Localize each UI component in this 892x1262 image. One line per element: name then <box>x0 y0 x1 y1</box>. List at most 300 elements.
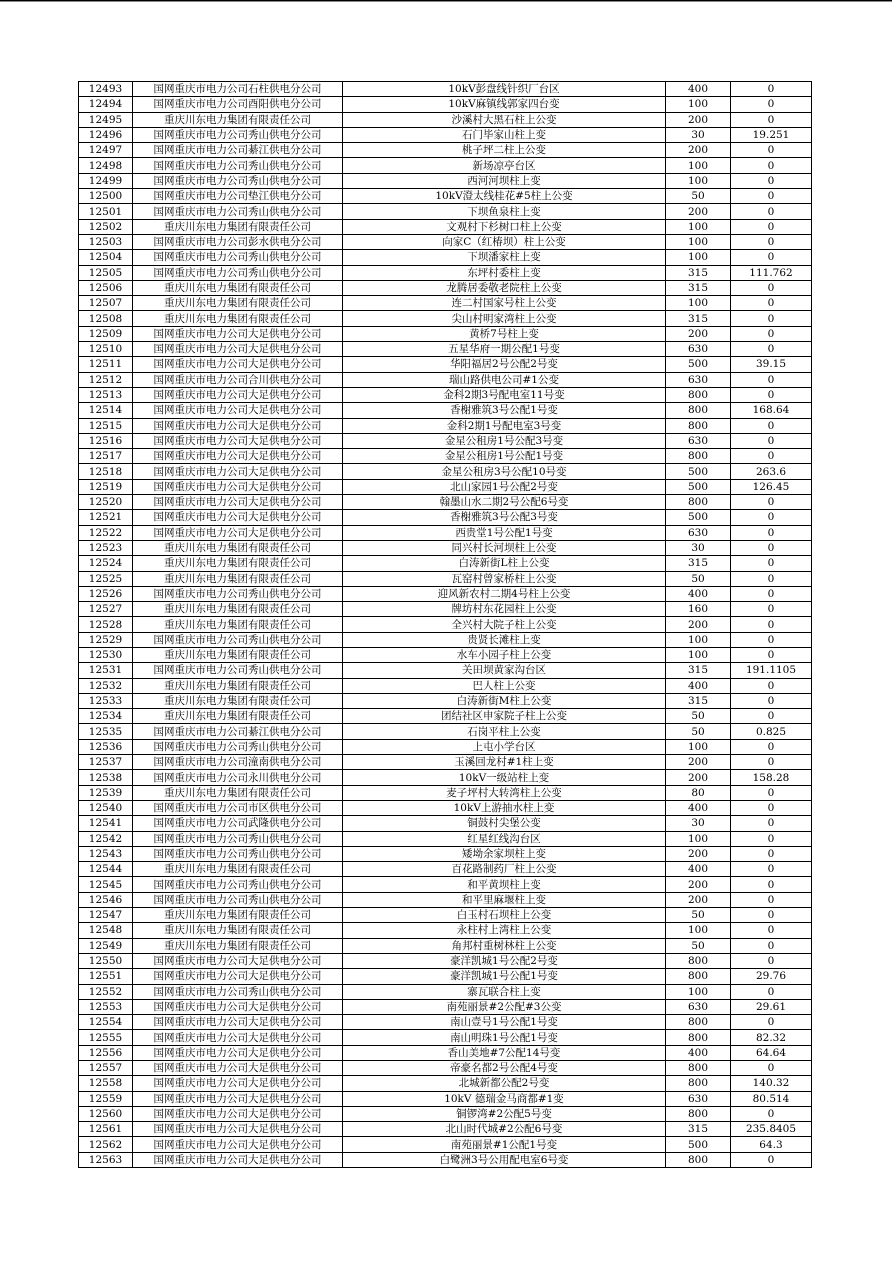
value-cell: 0 <box>731 892 812 907</box>
table-row <box>79 1045 812 1060</box>
value-cell: 0 <box>731 280 812 295</box>
transformer-name-cell: 白玉村石坝柱上公变 <box>343 908 666 923</box>
row-id-cell: 12533 <box>79 693 133 708</box>
table-row <box>79 403 812 418</box>
table-row <box>79 433 812 448</box>
row-id-cell: 12521 <box>79 510 133 525</box>
value-cell: 0 <box>731 571 812 586</box>
table-body <box>79 82 812 1168</box>
capacity-cell: 800 <box>666 403 731 418</box>
transformer-name-cell: 玉溪回龙村#1柱上变 <box>343 755 666 770</box>
row-id-cell: 12563 <box>79 1152 133 1167</box>
capacity-cell: 315 <box>666 1122 731 1137</box>
capacity-cell: 100 <box>666 173 731 188</box>
value-cell: 168.64 <box>731 403 812 418</box>
table-row <box>79 357 812 372</box>
row-id-cell: 12503 <box>79 234 133 249</box>
value-cell: 0 <box>731 984 812 999</box>
table-row <box>79 495 812 510</box>
row-id-cell: 12535 <box>79 724 133 739</box>
company-cell: 重庆川东电力集团有限责任公司 <box>133 923 343 938</box>
company-cell: 国网重庆市电力公司大足供电分公司 <box>133 1152 343 1167</box>
table-row <box>79 311 812 326</box>
transformer-name-cell: 北城新都公配2号变 <box>343 1076 666 1091</box>
row-id-cell: 12529 <box>79 632 133 647</box>
value-cell: 0 <box>731 1106 812 1121</box>
company-cell: 国网重庆市电力公司大足供电分公司 <box>133 449 343 464</box>
row-id-cell: 12561 <box>79 1122 133 1137</box>
company-cell: 国网重庆市电力公司垫江供电分公司 <box>133 189 343 204</box>
value-cell: 0 <box>731 189 812 204</box>
company-cell: 国网重庆市电力公司秀山供电分公司 <box>133 984 343 999</box>
transformer-name-cell: 10kV彭盘线针织厂台区 <box>343 82 666 97</box>
transformer-name-cell: 西贵堂1号公配1号变 <box>343 525 666 540</box>
value-cell: 0 <box>731 219 812 234</box>
row-id-cell: 12523 <box>79 540 133 555</box>
company-cell: 国网重庆市电力公司秀山供电分公司 <box>133 663 343 678</box>
value-cell: 0 <box>731 800 812 815</box>
transformer-name-cell: 矮坳余家坝柱上变 <box>343 846 666 861</box>
value-cell: 0 <box>731 112 812 127</box>
capacity-cell: 800 <box>666 1076 731 1091</box>
capacity-cell: 100 <box>666 739 731 754</box>
capacity-cell: 100 <box>666 647 731 662</box>
company-cell: 重庆川东电力集团有限责任公司 <box>133 540 343 555</box>
table-row <box>79 1061 812 1076</box>
capacity-cell: 100 <box>666 234 731 249</box>
company-cell: 重庆川东电力集团有限责任公司 <box>133 296 343 311</box>
value-cell: 0 <box>731 1061 812 1076</box>
row-id-cell: 12515 <box>79 418 133 433</box>
row-id-cell: 12548 <box>79 923 133 938</box>
transformer-name-cell: 牌坊村东花园柱上公变 <box>343 602 666 617</box>
capacity-cell: 200 <box>666 617 731 632</box>
transformer-table <box>78 81 812 1168</box>
transformer-name-cell: 金星公租房3号公配10号变 <box>343 464 666 479</box>
capacity-cell: 100 <box>666 923 731 938</box>
capacity-cell: 400 <box>666 586 731 601</box>
transformer-name-cell: 北山家园1号公配2号变 <box>343 479 666 494</box>
row-id-cell: 12536 <box>79 739 133 754</box>
company-cell: 国网重庆市电力公司大足供电分公司 <box>133 1045 343 1060</box>
company-cell: 重庆川东电力集团有限责任公司 <box>133 617 343 632</box>
company-cell: 国网重庆市电力公司大足供电分公司 <box>133 479 343 494</box>
row-id-cell: 12502 <box>79 219 133 234</box>
value-cell: 0 <box>731 510 812 525</box>
transformer-name-cell: 新场凉亭台区 <box>343 158 666 173</box>
table-row <box>79 540 812 555</box>
company-cell: 国网重庆市电力公司秀山供电分公司 <box>133 158 343 173</box>
capacity-cell: 800 <box>666 1152 731 1167</box>
company-cell: 国网重庆市电力公司大足供电分公司 <box>133 1015 343 1030</box>
value-cell: 0 <box>731 647 812 662</box>
row-id-cell: 12539 <box>79 785 133 800</box>
value-cell: 82.32 <box>731 1030 812 1045</box>
capacity-cell: 500 <box>666 464 731 479</box>
table-row <box>79 296 812 311</box>
row-id-cell: 12525 <box>79 571 133 586</box>
transformer-name-cell: 百花路制药厂柱上公变 <box>343 862 666 877</box>
table-row <box>79 571 812 586</box>
table-row <box>79 464 812 479</box>
value-cell: 39.15 <box>731 357 812 372</box>
value-cell: 0 <box>731 495 812 510</box>
capacity-cell: 800 <box>666 953 731 968</box>
value-cell: 0 <box>731 311 812 326</box>
capacity-cell: 630 <box>666 1091 731 1106</box>
company-cell: 国网重庆市电力公司大足供电分公司 <box>133 464 343 479</box>
transformer-name-cell: 瓦窑村曾家桥柱上公变 <box>343 571 666 586</box>
table-row <box>79 663 812 678</box>
capacity-cell: 800 <box>666 495 731 510</box>
row-id-cell: 12508 <box>79 311 133 326</box>
row-id-cell: 12528 <box>79 617 133 632</box>
company-cell: 国网重庆市电力公司秀山供电分公司 <box>133 846 343 861</box>
company-cell: 国网重庆市电力公司秀山供电分公司 <box>133 892 343 907</box>
company-cell: 国网重庆市电力公司秀山供电分公司 <box>133 831 343 846</box>
transformer-name-cell: 沙溪村大黑石柱上公变 <box>343 112 666 127</box>
row-id-cell: 12527 <box>79 602 133 617</box>
company-cell: 国网重庆市电力公司彭水供电分公司 <box>133 234 343 249</box>
value-cell: 64.3 <box>731 1137 812 1152</box>
transformer-name-cell: 铜鼓村尖堡公变 <box>343 816 666 831</box>
company-cell: 重庆川东电力集团有限责任公司 <box>133 647 343 662</box>
transformer-name-cell: 翰墨山水二期2号公配6号变 <box>343 495 666 510</box>
company-cell: 国网重庆市电力公司大足供电分公司 <box>133 510 343 525</box>
row-id-cell: 12540 <box>79 800 133 815</box>
value-cell: 140.32 <box>731 1076 812 1091</box>
capacity-cell: 160 <box>666 602 731 617</box>
capacity-cell: 315 <box>666 693 731 708</box>
value-cell: 235.8405 <box>731 1122 812 1137</box>
company-cell: 国网重庆市电力公司秀山供电分公司 <box>133 250 343 265</box>
table-row <box>79 586 812 601</box>
table-row <box>79 877 812 892</box>
row-id-cell: 12543 <box>79 846 133 861</box>
transformer-name-cell: 华阳福居2号公配2号变 <box>343 357 666 372</box>
company-cell: 国网重庆市电力公司酉阳供电分公司 <box>133 97 343 112</box>
capacity-cell: 630 <box>666 999 731 1014</box>
company-cell: 国网重庆市电力公司秀山供电分公司 <box>133 204 343 219</box>
table-row <box>79 647 812 662</box>
table-row <box>79 1122 812 1137</box>
value-cell: 0 <box>731 739 812 754</box>
capacity-cell: 100 <box>666 831 731 846</box>
transformer-name-cell: 10kV麻镇线郭家四台变 <box>343 97 666 112</box>
row-id-cell: 12516 <box>79 433 133 448</box>
value-cell: 0 <box>731 693 812 708</box>
company-cell: 重庆川东电力集团有限责任公司 <box>133 938 343 953</box>
capacity-cell: 200 <box>666 877 731 892</box>
capacity-cell: 800 <box>666 1015 731 1030</box>
value-cell: 19.251 <box>731 127 812 142</box>
transformer-name-cell: 10kV上游抽水柱上变 <box>343 800 666 815</box>
company-cell: 重庆川东电力集团有限责任公司 <box>133 908 343 923</box>
table-row <box>79 984 812 999</box>
transformer-name-cell: 关田坝黄家沟台区 <box>343 663 666 678</box>
capacity-cell: 200 <box>666 755 731 770</box>
company-cell: 国网重庆市电力公司大足供电分公司 <box>133 326 343 341</box>
capacity-cell: 800 <box>666 418 731 433</box>
table-row <box>79 800 812 815</box>
transformer-name-cell: 下坝鱼泉柱上变 <box>343 204 666 219</box>
company-cell: 国网重庆市电力公司大足供电分公司 <box>133 342 343 357</box>
capacity-cell: 200 <box>666 204 731 219</box>
capacity-cell: 630 <box>666 525 731 540</box>
table-row <box>79 1076 812 1091</box>
value-cell: 263.6 <box>731 464 812 479</box>
transformer-name-cell: 豪洋凯城1号公配1号变 <box>343 969 666 984</box>
transformer-name-cell: 瑞山路供电公司#1公变 <box>343 372 666 387</box>
row-id-cell: 12547 <box>79 908 133 923</box>
row-id-cell: 12562 <box>79 1137 133 1152</box>
table-row <box>79 449 812 464</box>
capacity-cell: 200 <box>666 892 731 907</box>
capacity-cell: 200 <box>666 143 731 158</box>
table-row <box>79 923 812 938</box>
value-cell: 0 <box>731 831 812 846</box>
transformer-name-cell: 金科2期1号配电室3号变 <box>343 418 666 433</box>
transformer-name-cell: 水车小园子柱上公变 <box>343 647 666 662</box>
row-id-cell: 12519 <box>79 479 133 494</box>
value-cell: 0 <box>731 372 812 387</box>
table-row <box>79 755 812 770</box>
company-cell: 重庆川东电力集团有限责任公司 <box>133 219 343 234</box>
transformer-name-cell: 10kV澄太线桂花#5柱上公变 <box>343 189 666 204</box>
transformer-name-cell: 永柱村上湾柱上公变 <box>343 923 666 938</box>
capacity-cell: 50 <box>666 571 731 586</box>
value-cell: 0 <box>731 342 812 357</box>
transformer-name-cell: 金星公租房1号公配1号变 <box>343 449 666 464</box>
transformer-name-cell: 上屯小学台区 <box>343 739 666 754</box>
company-cell: 国网重庆市电力公司大足供电分公司 <box>133 1122 343 1137</box>
value-cell: 0 <box>731 617 812 632</box>
row-id-cell: 12501 <box>79 204 133 219</box>
transformer-name-cell: 10kV一级站柱上变 <box>343 770 666 785</box>
table-row <box>79 525 812 540</box>
transformer-name-cell: 文观村下杉树口柱上公变 <box>343 219 666 234</box>
transformer-name-cell: 石岗平柱上公变 <box>343 724 666 739</box>
row-id-cell: 12497 <box>79 143 133 158</box>
capacity-cell: 100 <box>666 632 731 647</box>
transformer-name-cell: 巴人柱上公变 <box>343 678 666 693</box>
table-row <box>79 724 812 739</box>
table-row <box>79 234 812 249</box>
value-cell: 0 <box>731 816 812 831</box>
transformer-name-cell: 金星公租房1号公配3号变 <box>343 433 666 448</box>
transformer-name-cell: 全兴村大院子柱上公变 <box>343 617 666 632</box>
table-row <box>79 816 812 831</box>
value-cell: 64.64 <box>731 1045 812 1060</box>
table-row <box>79 265 812 280</box>
company-cell: 国网重庆市电力公司大足供电分公司 <box>133 969 343 984</box>
transformer-name-cell: 豪洋凯城1号公配2号变 <box>343 953 666 968</box>
table-row <box>79 785 812 800</box>
table-row <box>79 204 812 219</box>
value-cell: 0 <box>731 1015 812 1030</box>
capacity-cell: 500 <box>666 1137 731 1152</box>
company-cell: 国网重庆市电力公司大足供电分公司 <box>133 1030 343 1045</box>
value-cell: 0 <box>731 602 812 617</box>
value-cell: 0 <box>731 326 812 341</box>
company-cell: 国网重庆市电力公司大足供电分公司 <box>133 1061 343 1076</box>
company-cell: 重庆川东电力集团有限责任公司 <box>133 709 343 724</box>
company-cell: 国网重庆市电力公司綦江供电分公司 <box>133 724 343 739</box>
capacity-cell: 200 <box>666 846 731 861</box>
row-id-cell: 12500 <box>79 189 133 204</box>
capacity-cell: 500 <box>666 510 731 525</box>
transformer-name-cell: 白涛新街L柱上公变 <box>343 556 666 571</box>
capacity-cell: 80 <box>666 785 731 800</box>
row-id-cell: 12507 <box>79 296 133 311</box>
capacity-cell: 315 <box>666 265 731 280</box>
table-row <box>79 326 812 341</box>
capacity-cell: 500 <box>666 479 731 494</box>
company-cell: 重庆川东电力集团有限责任公司 <box>133 112 343 127</box>
company-cell: 重庆川东电力集团有限责任公司 <box>133 693 343 708</box>
capacity-cell: 500 <box>666 357 731 372</box>
table-row <box>79 479 812 494</box>
row-id-cell: 12496 <box>79 127 133 142</box>
table-row <box>79 1137 812 1152</box>
capacity-cell: 315 <box>666 280 731 295</box>
transformer-name-cell: 贵贤长滩柱上变 <box>343 632 666 647</box>
capacity-cell: 200 <box>666 326 731 341</box>
capacity-cell: 100 <box>666 296 731 311</box>
table-row <box>79 173 812 188</box>
company-cell: 国网重庆市电力公司秀山供电分公司 <box>133 173 343 188</box>
company-cell: 国网重庆市电力公司永川供电分公司 <box>133 770 343 785</box>
company-cell: 重庆川东电力集团有限责任公司 <box>133 602 343 617</box>
row-id-cell: 12526 <box>79 586 133 601</box>
capacity-cell: 100 <box>666 250 731 265</box>
value-cell: 29.76 <box>731 969 812 984</box>
company-cell: 国网重庆市电力公司秀山供电分公司 <box>133 265 343 280</box>
table-row <box>79 1152 812 1167</box>
company-cell: 国网重庆市电力公司大足供电分公司 <box>133 403 343 418</box>
transformer-name-cell: 铜锣湾#2公配5号变 <box>343 1106 666 1121</box>
row-id-cell: 12505 <box>79 265 133 280</box>
transformer-name-cell: 龙腾居委敬老院柱上公变 <box>343 280 666 295</box>
company-cell: 国网重庆市电力公司大足供电分公司 <box>133 1091 343 1106</box>
row-id-cell: 12498 <box>79 158 133 173</box>
capacity-cell: 630 <box>666 433 731 448</box>
capacity-cell: 800 <box>666 1061 731 1076</box>
row-id-cell: 12522 <box>79 525 133 540</box>
company-cell: 国网重庆市电力公司大足供电分公司 <box>133 433 343 448</box>
company-cell: 国网重庆市电力公司大足供电分公司 <box>133 357 343 372</box>
company-cell: 国网重庆市电力公司大足供电分公司 <box>133 387 343 402</box>
transformer-name-cell: 香榭雅筑3号公配3号变 <box>343 510 666 525</box>
row-id-cell: 12524 <box>79 556 133 571</box>
row-id-cell: 12538 <box>79 770 133 785</box>
page-top-rule-shadow <box>0 1 892 2</box>
transformer-name-cell: 香榭雅筑3号公配1号变 <box>343 403 666 418</box>
value-cell: 0 <box>731 938 812 953</box>
row-id-cell: 12556 <box>79 1045 133 1060</box>
row-id-cell: 12510 <box>79 342 133 357</box>
row-id-cell: 12557 <box>79 1061 133 1076</box>
table-row <box>79 938 812 953</box>
row-id-cell: 12531 <box>79 663 133 678</box>
company-cell: 重庆川东电力集团有限责任公司 <box>133 280 343 295</box>
transformer-name-cell: 连二村国家号柱上公变 <box>343 296 666 311</box>
value-cell: 0 <box>731 433 812 448</box>
value-cell: 0 <box>731 678 812 693</box>
company-cell: 国网重庆市电力公司秀山供电分公司 <box>133 586 343 601</box>
table-row <box>79 709 812 724</box>
table-row <box>79 387 812 402</box>
row-id-cell: 12546 <box>79 892 133 907</box>
row-id-cell: 12553 <box>79 999 133 1014</box>
value-cell: 0 <box>731 143 812 158</box>
table-row <box>79 556 812 571</box>
value-cell: 0 <box>731 755 812 770</box>
value-cell: 0 <box>731 250 812 265</box>
company-cell: 国网重庆市电力公司大足供电分公司 <box>133 1137 343 1152</box>
value-cell: 0 <box>731 173 812 188</box>
table-row <box>79 693 812 708</box>
row-id-cell: 12495 <box>79 112 133 127</box>
row-id-cell: 12537 <box>79 755 133 770</box>
capacity-cell: 50 <box>666 189 731 204</box>
row-id-cell: 12542 <box>79 831 133 846</box>
row-id-cell: 12509 <box>79 326 133 341</box>
value-cell: 0 <box>731 204 812 219</box>
row-id-cell: 12532 <box>79 678 133 693</box>
capacity-cell: 50 <box>666 709 731 724</box>
table-row <box>79 112 812 127</box>
table-row <box>79 846 812 861</box>
row-id-cell: 12512 <box>79 372 133 387</box>
capacity-cell: 400 <box>666 862 731 877</box>
row-id-cell: 12558 <box>79 1076 133 1091</box>
row-id-cell: 12552 <box>79 984 133 999</box>
company-cell: 国网重庆市电力公司石柱供电分公司 <box>133 82 343 97</box>
capacity-cell: 315 <box>666 311 731 326</box>
row-id-cell: 12506 <box>79 280 133 295</box>
table-row <box>79 969 812 984</box>
row-id-cell: 12554 <box>79 1015 133 1030</box>
value-cell: 80.514 <box>731 1091 812 1106</box>
capacity-cell: 200 <box>666 112 731 127</box>
value-cell: 29.61 <box>731 999 812 1014</box>
table-row <box>79 678 812 693</box>
row-id-cell: 12499 <box>79 173 133 188</box>
value-cell: 0 <box>731 709 812 724</box>
table-row <box>79 250 812 265</box>
value-cell: 0 <box>731 846 812 861</box>
table-row <box>79 342 812 357</box>
row-id-cell: 12493 <box>79 82 133 97</box>
row-id-cell: 12534 <box>79 709 133 724</box>
transformer-name-cell: 南苑丽景#2公配#3公变 <box>343 999 666 1014</box>
row-id-cell: 12555 <box>79 1030 133 1045</box>
company-cell: 重庆川东电力集团有限责任公司 <box>133 571 343 586</box>
capacity-cell: 400 <box>666 82 731 97</box>
transformer-name-cell: 同兴村长河坝柱上公变 <box>343 540 666 555</box>
capacity-cell: 800 <box>666 969 731 984</box>
transformer-name-cell: 团结社区申家院子柱上公变 <box>343 709 666 724</box>
company-cell: 国网重庆市电力公司綦江供电分公司 <box>133 143 343 158</box>
value-cell: 0 <box>731 449 812 464</box>
company-cell: 国网重庆市电力公司大足供电分公司 <box>133 418 343 433</box>
table-row <box>79 143 812 158</box>
row-id-cell: 12511 <box>79 357 133 372</box>
value-cell: 0 <box>731 234 812 249</box>
table-row <box>79 862 812 877</box>
value-cell: 0 <box>731 540 812 555</box>
